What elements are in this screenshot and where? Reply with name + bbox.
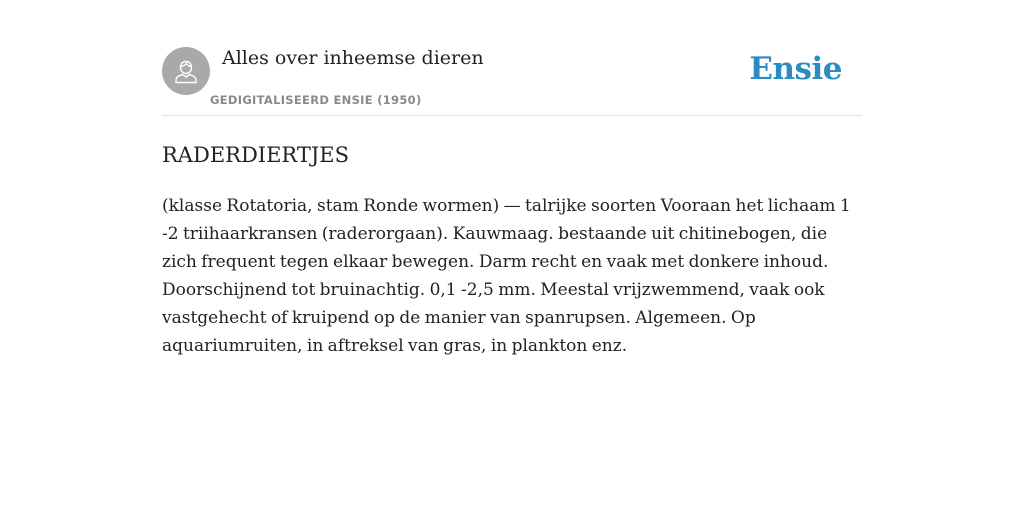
brand-logo[interactable]: Ensie <box>749 51 842 87</box>
user-icon <box>171 56 201 86</box>
source-label: GEDIGITALISEERD ENSIE (1950) <box>210 93 422 107</box>
article-body: (klasse Rotatoria, stam Ronde wormen) — talrijke soorten Vooraan het lichaam 1 -2 triihaarkransen (raderorgaan). Kauwmaag. bestaande uit chitinebogen, die zich frequent tegen elkaar bewegen. Darm recht en vaak met donkere inhoud. Doorschijnend tot bruinachtig. 0,1 -2,5 mm. Meestal vrijzwemmend, vaak ook vastgehecht of kruipend op de manier van spanrupsen. Algemeen. Op aquariumruiten, in aftreksel van gras, in plankton enz. <box>162 196 851 356</box>
page-container <box>162 0 862 512</box>
article-title: RADERDIERTJES <box>162 143 350 167</box>
page-header <box>162 0 862 116</box>
avatar[interactable] <box>162 47 210 95</box>
site-title[interactable]: Alles over inheemse dieren <box>222 47 484 69</box>
